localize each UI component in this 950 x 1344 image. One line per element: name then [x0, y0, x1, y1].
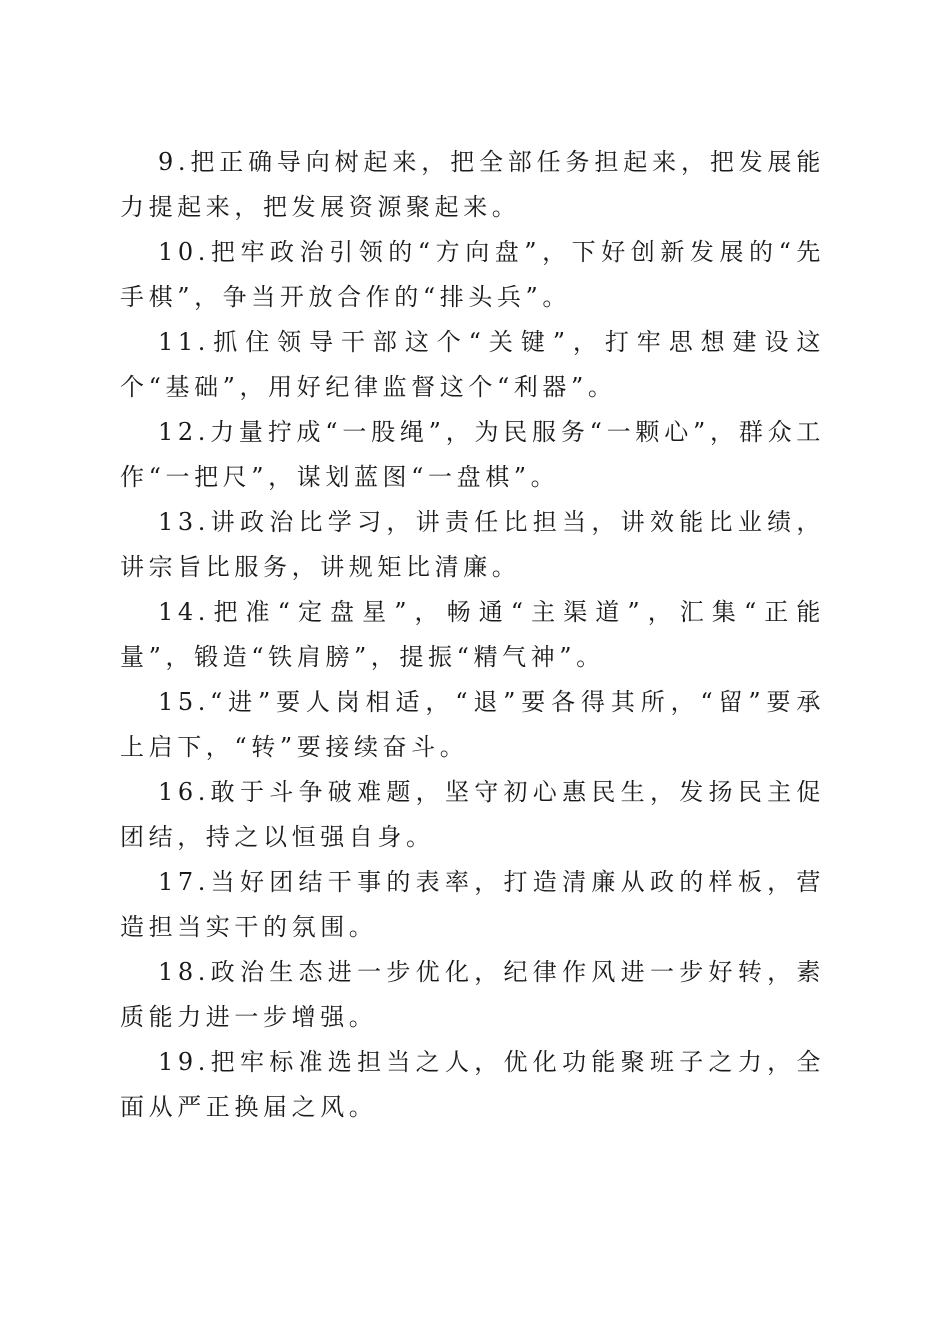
paragraph-16: 16.敢于斗争破难题，坚守初心惠民生，发扬民主促团结，持之以恒强自身。: [120, 778, 825, 851]
paragraph-14: 14.把准“定盘星”，畅通“主渠道”，汇集“正能量”，锻造“铁肩膀”，提振“精气神”。: [120, 598, 825, 671]
paragraph-19: 19.把牢标准选担当之人，优化功能聚班子之力，全面从严正换届之风。: [120, 1048, 825, 1121]
paragraph-13: 13.讲政治比学习，讲责任比担当，讲效能比业绩，讲宗旨比服务，讲规矩比清廉。: [120, 508, 825, 581]
paragraph-12: 12.力量拧成“一股绳”，为民服务“一颗心”，群众工作“一把尺”，谋划蓝图“一盘棋”。: [120, 418, 825, 491]
paragraph-11: 11.抓住领导干部这个“关键”，打牢思想建设这个“基础”，用好纪律监督这个“利器”。: [120, 328, 825, 401]
paragraph-9: 9.把正确导向树起来，把全部任务担起来，把发展能力提起来，把发展资源聚起来。: [120, 148, 825, 221]
paragraph-15: 15.“进”要人岗相适，“退”要各得其所，“留”要承上启下，“转”要接续奋斗。: [120, 688, 825, 761]
paragraph-18: 18.政治生态进一步优化，纪律作风进一步好转，素质能力进一步增强。: [120, 958, 825, 1031]
paragraph-17: 17.当好团结干事的表率，打造清廉从政的样板，营造担当实干的氛围。: [120, 868, 825, 941]
document-body: [120, 140, 825, 1130]
paragraph-10: 10.把牢政治引领的“方向盘”，下好创新发展的“先手棋”，争当开放合作的“排头兵”。: [120, 238, 825, 311]
